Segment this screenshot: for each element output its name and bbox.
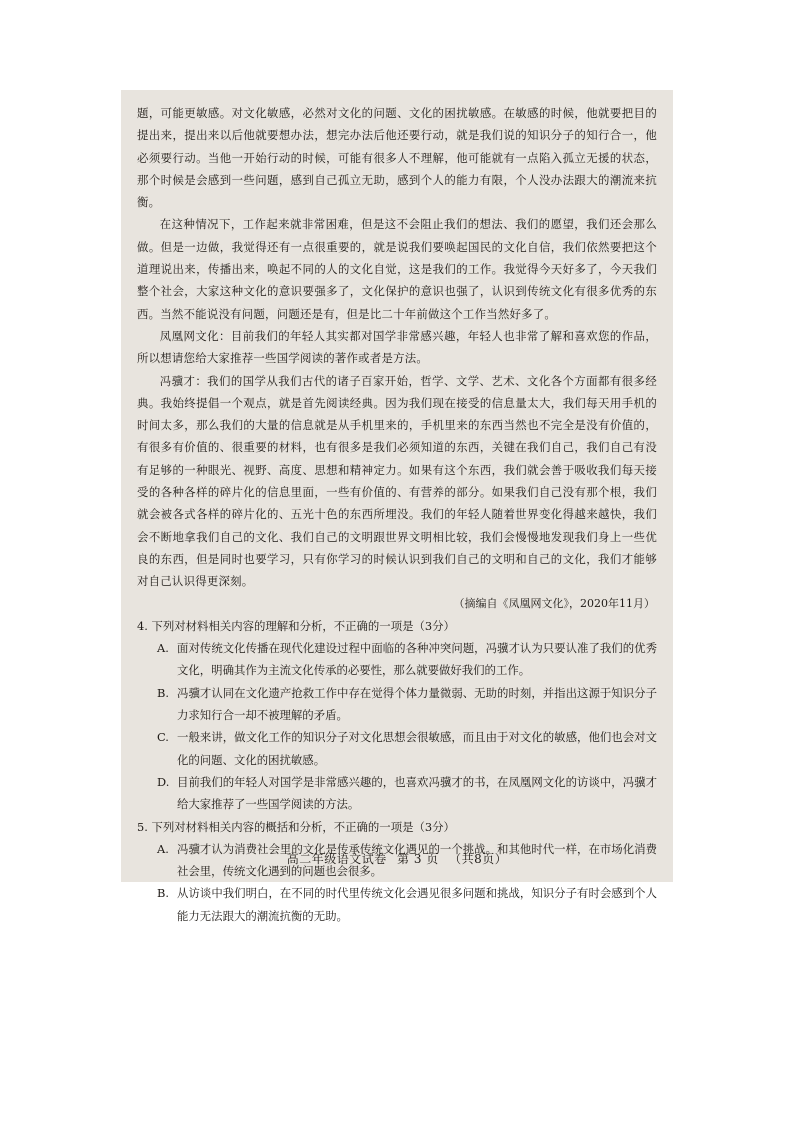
page-total: （共8页） — [449, 852, 508, 866]
page-footer — [121, 850, 673, 867]
question-stem: 4. 下列对材料相关内容的理解和分析，不正确的一项是（3分） — [137, 618, 455, 633]
question-4 — [137, 615, 657, 816]
option-a — [137, 637, 657, 682]
option-c — [137, 726, 657, 771]
option-text: 冯骥才认同在文化遗产抢救工作中存在觉得个体力量微弱、无助的时刻，并指出这源于知识分子力求知行合一却不被理解的矛盾。 — [177, 685, 657, 723]
option-letter: D. — [157, 774, 170, 789]
option-text: 目前我们的年轻人对国学是非常感兴趣的，也喜欢冯骥才的书，在凤凰网文化的访谈中，冯骥才给大家推荐了一些国学阅读的方法。 — [177, 774, 657, 812]
option-letter: A. — [157, 641, 169, 656]
option-b — [137, 682, 657, 727]
passage-paragraph-answer: 冯骥才：我们的国学从我们古代的诸子百家开始，哲学、文学、艺术、文化各个方面都有很多经典。我始终提倡一个观点，就是首先阅读经典。因为我们现在接受的信息量太大，我们每天用手机的时间太多，那么我们的大量的信息就是从手机里来的，手机里来的东西当然也不完全是没有价值的，有很多有价值的、很重要的材料，也有很多是我们必须知道的东西，关键在我们自己，我们自己有没有足够的一种眼光、视野、高度、思想和精神定力。如果有这个东西，我们就会善于吸收我们每天接受的各种各样的碎片化的信息里面，一些有价值的、有营养的部分。如果我们自己没有那个根，我们就会被各式各样的碎片化的、五光十色的东西所埋没。我们的年轻人随着世界变化得越来越快，我们会不断地拿我们自己的文化、我们自己的文明跟世界文明相比较，我们会慢慢地发现我们身上一些优良的东西，但是同时也要学习，只有你学习的时候认识到我们自己的文明和自己的文化，我们才能够对自己认识得更深刻。 — [137, 373, 657, 589]
option-letter: B. — [157, 685, 169, 700]
passage-source: （摘编自《凤凰网文化》，2020年11月） — [453, 596, 655, 610]
option-letter: B. — [157, 886, 169, 901]
option-text: 面对传统文化传播在现代化建设过程中面临的各种冲突问题，冯骥才认为只要认准了我们的优秀文化，明确其作为主流文化传承的必要性，那么就要做好我们的工作。 — [177, 641, 657, 678]
option-text: 一般来讲，做文化工作的知识分子对文化思想会很敏感，而且由于对文化的敏感，他们也会对文化的问题、文化的困扰敏感。 — [177, 730, 657, 767]
exam-title: 高二年级语文试卷 — [286, 852, 387, 866]
page-number: 第 3 页 — [397, 852, 439, 866]
passage-paragraph: 在这种情况下，工作起来就非常困难，但是这不会阻止我们的想法、我们的愿望，我们还会那么做。但是一边做，我觉得还有一点很重要的，就是说我们要唤起国民的文化自信，我们依然要把这个道理说出来，传播出来，唤起不同的人的文化自觉，这是我们的工作。我觉得今天好多了，今天我们整个社会，大家这种文化的意识要强多了，文化保护的意识也强了，认识到传统文化有很多优秀的东西。当然不能说没有问题，问题还是有，但是比二十年前做这个工作当然好多了。 — [137, 217, 657, 321]
passage-paragraph-interviewer: 凤凰网文化：目前我们的年轻人其实都对国学非常感兴趣，年轻人也非常了解和喜欢您的作品，所以想请您给大家推荐一些国学阅读的著作或者是方法。 — [137, 328, 657, 366]
option-b — [137, 882, 657, 927]
option-letter: C. — [157, 730, 169, 745]
passage-paragraph-continued: 题，可能更敏感。对文化敏感，必然对文化的问题、文化的困扰敏感。在敏感的时候，他就要把目的提出来，提出来以后他就要想办法，想完办法后他还要行动，就是我们说的知识分子的知行合一，他必须要行动。当他一开始行动的时候，可能有很多人不理解，他可能就有一点陷入孤立无援的状态，那个时候是会感到一些问题，感到自己孤立无助，感到个人的能力有限，个人没办法跟大的潮流来抗衡。 — [137, 106, 657, 210]
option-letter: A. — [157, 841, 169, 856]
question-stem: 5. 下列对材料相关内容的概括和分析，不正确的一项是（3分） — [137, 819, 455, 834]
option-d — [137, 771, 657, 816]
exam-page — [121, 90, 673, 923]
question-5 — [137, 816, 657, 927]
option-text: 冯骥才认为消费社会里的文化是传承传统文化遇见的一个挑战。和其他时代一样，在市场化消费社会里，传统文化遇到的问题也会很多。 — [177, 841, 657, 879]
option-text: 从访谈中我们明白，在不同的时代里传统文化会遇见很多问题和挑战，知识分子有时会感到个人能力无法跟大的潮流抗衡的无助。 — [177, 886, 657, 923]
